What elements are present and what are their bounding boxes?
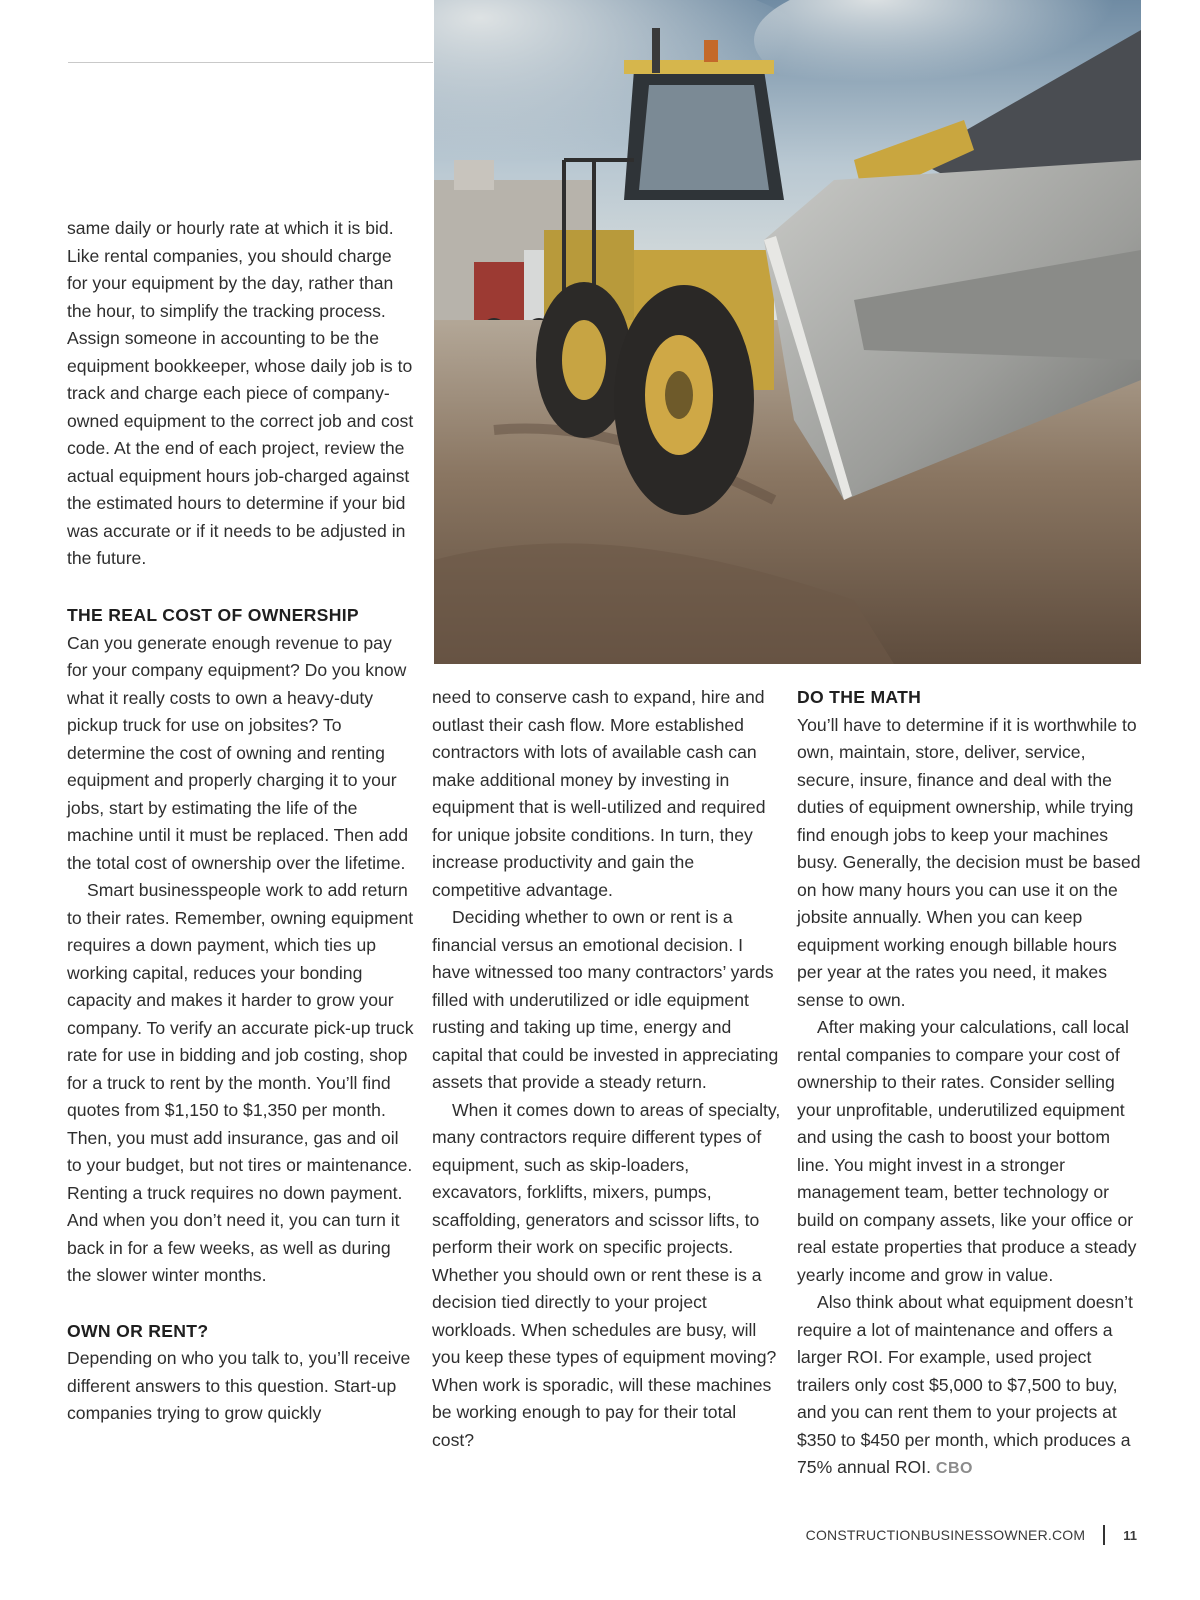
wheel-loader-photo: [434, 0, 1141, 664]
paragraph-text: Also think about what equipment doesn’t require a lot of maintenance and offers a larger ROI. For example, used project trailers only cost $5,000 to $7,500 to buy, and you can rent them to your projects at $350 to $450 per month, which produces a 75% annual ROI.: [797, 1292, 1133, 1477]
footer-divider: [1103, 1525, 1105, 1545]
column-2: [432, 684, 782, 1454]
cab-roof: [624, 60, 774, 74]
section-heading-real-cost: THE REAL COST OF OWNERSHIP: [67, 605, 359, 625]
paragraph: You’ll have to determine if it is worthwhile to own, maintain, store, deliver, service, secure, insure, finance and deal with the duties of equipment ownership, while trying find enough jobs to keep your machines busy. Generally, the decision must be based on how many hours you can use it on the jobsite annually. When you can keep equipment working enough billable hours per year at the rates you need, it makes sense to own.: [797, 714, 1141, 1010]
paragraph: Smart businesspeople work to add return to their rates. Remember, owning equipment requires a down payment, which ties up working capital, reduces your bonding capacity and makes it harder to grow your company. To verify an accurate pick-up truck rate for use in bidding and job costing, shop for a truck to rent by the month. You’ll find quotes from $1,150 to $1,350 per month. Then, you must add insurance, gas and oil to your budget, but not tires or maintenance. Renting a truck requires no down payment. And when you don’t need it, you can turn it back in for a few weeks, as well as during the slower winter months.: [67, 880, 414, 1285]
paragraph: [797, 1289, 1147, 1483]
section-heading-do-the-math: DO THE MATH: [797, 687, 922, 707]
paragraph: After making your calculations, call local rental companies to compare your cost of ownership to their rates. Consider selling your unprofitable, underutilized equipment and using the cash to boost your bottom line. You might invest in a stronger management team, better technology or build on company assets, like your office or real estate properties that produce a steady yearly income and grow in value.: [797, 1017, 1137, 1285]
background-building: [454, 160, 494, 190]
paragraph: When it comes down to areas of specialty, many contractors require different types of equipment, such as skip-loaders, excavators, forklifts, mixers, pumps, scaffolding, generators and scissor lifts, to perform their work on specific projects. Whether you should own or rent these is a decision tied directly to your project workloads. When schedules are busy, will you keep these types of equipment moving? When work is sporadic, will these machines be working enough to pay for their total cost?: [432, 1099, 781, 1450]
paragraph: Deciding whether to own or rent is a financial versus an emotional decision. I have witnessed too many contractors’ yards filled with underutilized or idle equipment rusting and taking up time, energy and capital that could be invested in appreciating assets that provide a steady return.: [432, 907, 779, 1092]
end-mark: CBO: [935, 1460, 973, 1477]
column-3: [797, 684, 1147, 1483]
cab-window: [639, 85, 769, 190]
beacon: [704, 40, 718, 62]
footer-website: CONSTRUCTIONBUSINESSOWNER.COM: [805, 1527, 1086, 1543]
column-1-bottom: [67, 602, 417, 1428]
rear-rim: [562, 320, 606, 400]
page-number: 11: [1123, 1527, 1137, 1543]
paragraph: need to conserve cash to expand, hire and outlast their cash flow. More established contractors with lots of available cash can make additional money by investing in equipment that is well-utilized and required for unique jobsite conditions. In turn, they increase productivity and gain the competitive advantage.: [432, 687, 766, 900]
paragraph: Depending on who you talk to, you’ll receive different answers to this question. Start-up companies trying to grow quickly: [67, 1348, 411, 1423]
column-1-top: [67, 215, 417, 573]
exhaust: [652, 28, 660, 73]
header-rule: [68, 62, 433, 63]
page-footer: [806, 1524, 1137, 1546]
paragraph: same daily or hourly rate at which it is bid. Like rental companies, you should charge for your equipment by the day, rather than the hour, to simplify the tracking process. Assign someone in accounting to be the equipment bookkeeper, whose daily job is to track and charge each piece of company-owned equipment to the correct job and cost code. At the end of each project, review the actual equipment hours job-charged against the estimated hours to determine if your bid was accurate or if it needs to be adjusted in the future.: [67, 218, 414, 568]
section-heading-own-or-rent: OWN OR RENT?: [67, 1320, 209, 1341]
paragraph: Can you generate enough revenue to pay for your company equipment? Do you know what it really costs to own a heavy-duty pickup truck for use on jobsites? To determine the cost of owning and renting equipment and properly charging it to your jobs, start by estimating the life of the machine until it must be replaced. Then add the total cost of ownership over the lifetime.: [67, 632, 408, 873]
front-hub: [665, 371, 693, 419]
